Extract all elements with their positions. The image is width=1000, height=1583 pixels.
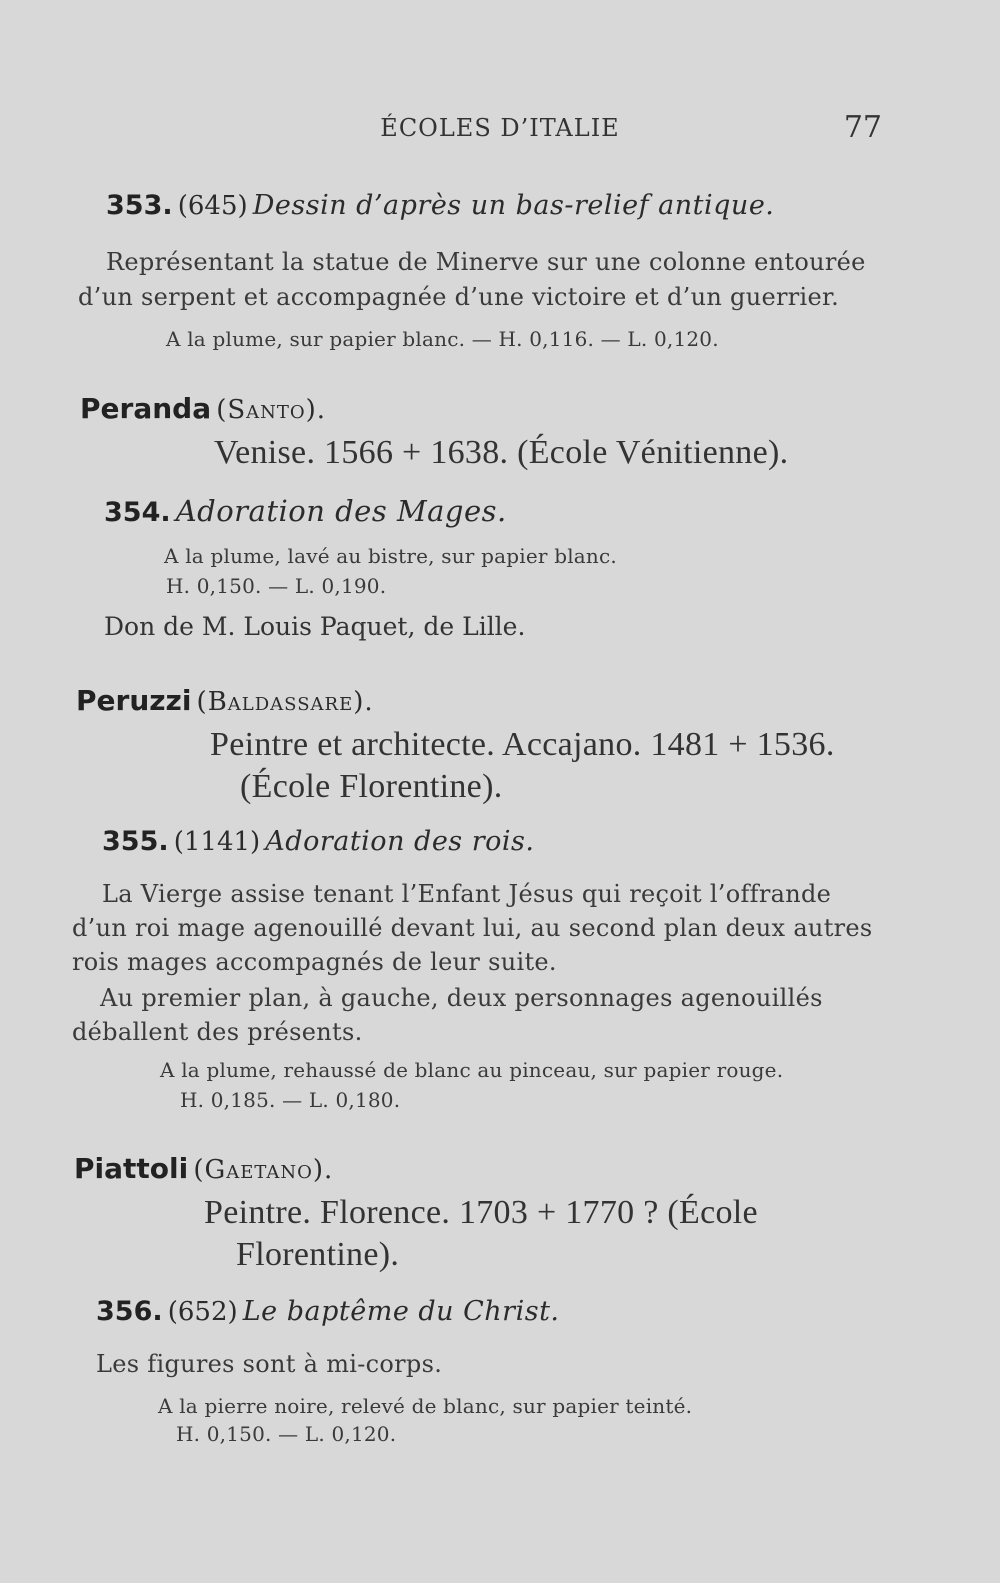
artist-surname: Peruzzi [76,684,192,717]
inventory-number: (645) [177,191,248,221]
artwork-title: Adoration des rois. [265,826,535,857]
artist-first-name: (Santo). [216,395,327,425]
artist-peranda-bio: Venise. 1566 + 1638. (École Vénitienne). [214,434,789,471]
entry-353-heading [106,190,774,221]
entry-356-heading [96,1296,560,1327]
entry-356-desc-line1: Les figures sont à mi-corps. [96,1350,443,1378]
artist-piattoli-bio-line1: Peintre. Florence. 1703 + 1770 ? (École [204,1194,758,1231]
entry-355-desc-line3: rois mages accompagnés de leur suite. [72,948,557,976]
entry-number: 353. [106,190,173,221]
entry-353-desc-line1: Représentant la statue de Minerve sur une colonne entourée [106,248,866,276]
artwork-title: Dessin d’après un bas-relief antique. [252,190,775,221]
artist-first-name: (Gaetano). [193,1155,334,1185]
entry-354-technique-line1: A la plume, lavé au bistre, sur papier blanc. [164,544,617,568]
entry-354-provenance: Don de M. Louis Paquet, de Lille. [104,612,526,641]
artwork-title: Adoration des Mages. [175,494,507,528]
entry-356-technique-line1: A la pierre noire, relevé de blanc, sur papier teinté. [158,1394,693,1418]
page-number: 77 [843,110,882,145]
entry-355-desc-line4: Au premier plan, à gauche, deux personnages agenouillés [100,984,823,1012]
entry-355-desc-line1: La Vierge assise tenant l’Enfant Jésus qui reçoit l’offrande [102,880,832,908]
artist-piattoli-bio-line2: Florentine). [236,1236,400,1273]
entry-355-heading [102,826,534,857]
entry-356-technique-line2: H. 0,150. — L. 0,120. [176,1422,397,1446]
entry-number: 355. [102,826,169,857]
inventory-number: (1141) [173,827,261,857]
running-title: ÉCOLES D’ITALIE [380,114,620,142]
artist-piattoli-heading [74,1152,333,1185]
entry-355-technique-line1: A la plume, rehaussé de blanc au pinceau, sur papier rouge. [160,1058,784,1082]
artist-peranda-heading [80,392,326,425]
entry-355-technique-line2: H. 0,185. — L. 0,180. [180,1088,401,1112]
artist-peruzzi-heading [76,684,374,717]
entry-number: 356. [96,1296,163,1327]
artist-peruzzi-bio-line2: (École Florentine). [240,768,503,805]
entry-355-desc-line2: d’un roi mage agenouillé devant lui, au second plan deux autres [72,914,873,942]
entry-number: 354. [104,497,171,528]
entry-353-technique: A la plume, sur papier blanc. — H. 0,116. — L. 0,120. [166,327,719,351]
entry-354-technique-line2: H. 0,150. — L. 0,190. [166,574,387,598]
inventory-number: (652) [167,1297,238,1327]
entry-353-desc-line2: d’un serpent et accompagnée d’une victoire et d’un guerrier. [78,283,840,311]
artwork-title: Le baptême du Christ. [242,1296,560,1327]
artist-first-name: (Baldassare). [196,687,374,717]
artist-surname: Piattoli [74,1152,189,1185]
artist-surname: Peranda [80,392,212,425]
artist-peruzzi-bio-line1: Peintre et architecte. Accajano. 1481 + 1536. [210,726,835,763]
entry-354-heading [104,494,507,528]
entry-355-desc-line5: déballent des présents. [72,1018,363,1046]
